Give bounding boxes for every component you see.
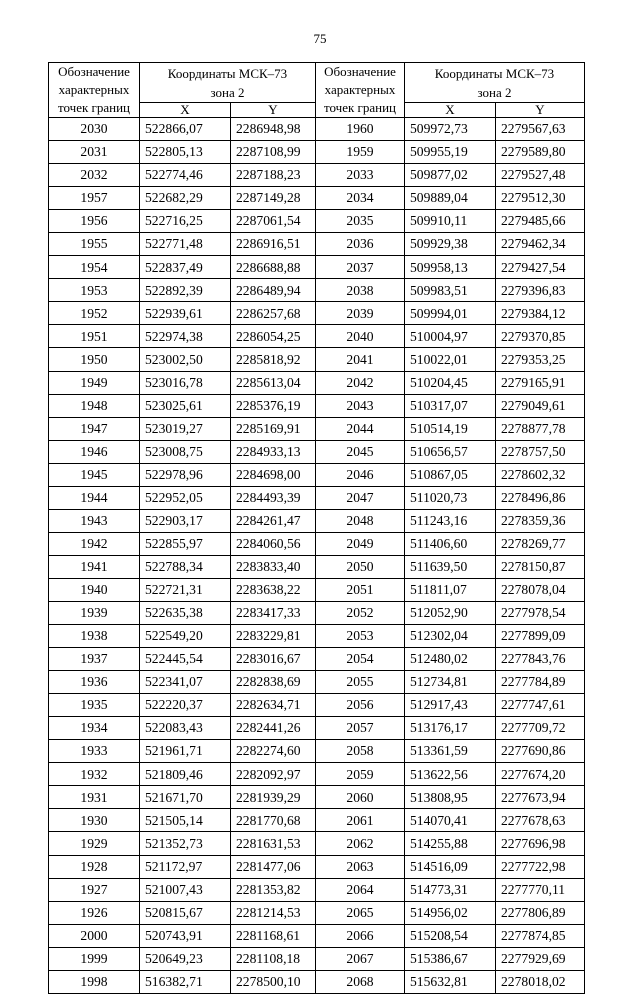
point-cell: 1999	[49, 947, 140, 970]
x-cell: 522805,13	[140, 141, 231, 164]
y-cell: 2278757,50	[496, 440, 585, 463]
y-cell: 2285818,92	[231, 348, 316, 371]
y-cell: 2287149,28	[231, 187, 316, 210]
x-cell: 520815,67	[140, 901, 231, 924]
point-cell: 1944	[49, 486, 140, 509]
y-cell: 2286054,25	[231, 325, 316, 348]
table-row	[49, 394, 585, 417]
y-cell: 2277674,20	[496, 763, 585, 786]
table-row	[49, 786, 585, 809]
table-row	[49, 233, 585, 256]
point-cell: 1937	[49, 648, 140, 671]
x-cell: 513622,56	[405, 763, 496, 786]
y-cell: 2281631,53	[231, 832, 316, 855]
x-cell: 515632,81	[405, 970, 496, 993]
point-cell: 1945	[49, 463, 140, 486]
x-cell: 523025,61	[140, 394, 231, 417]
y-cell: 2282634,71	[231, 694, 316, 717]
y-cell: 2282838,69	[231, 671, 316, 694]
x-cell: 522549,20	[140, 625, 231, 648]
y-cell: 2285169,91	[231, 417, 316, 440]
x-cell: 511020,73	[405, 486, 496, 509]
x-cell: 522771,48	[140, 233, 231, 256]
y-cell: 2279589,80	[496, 141, 585, 164]
y-cell: 2283229,81	[231, 625, 316, 648]
x-cell: 509958,13	[405, 256, 496, 279]
y-cell: 2282274,60	[231, 740, 316, 763]
x-cell: 511406,60	[405, 532, 496, 555]
y-cell: 2283417,33	[231, 601, 316, 624]
x-cell: 509972,73	[405, 118, 496, 141]
x-cell: 522445,54	[140, 648, 231, 671]
header-line: зона 2	[210, 84, 245, 100]
y-cell: 2283016,67	[231, 648, 316, 671]
point-cell: 1998	[49, 970, 140, 993]
x-cell: 520649,23	[140, 947, 231, 970]
y-cell: 2284261,47	[231, 509, 316, 532]
point-cell: 2040	[316, 325, 405, 348]
x-cell: 522635,38	[140, 601, 231, 624]
y-cell: 2281168,61	[231, 924, 316, 947]
x-cell: 510022,01	[405, 348, 496, 371]
y-cell: 2277690,86	[496, 740, 585, 763]
table-row	[49, 256, 585, 279]
header-line: характерных	[324, 82, 396, 97]
point-cell: 1940	[49, 578, 140, 601]
x-cell: 515386,67	[405, 947, 496, 970]
y-cell: 2281214,53	[231, 901, 316, 924]
y-cell: 2279427,54	[496, 256, 585, 279]
table-row	[49, 717, 585, 740]
point-cell: 1954	[49, 256, 140, 279]
point-cell: 1943	[49, 509, 140, 532]
point-cell: 2066	[316, 924, 405, 947]
table-row	[49, 486, 585, 509]
x-cell: 521007,43	[140, 878, 231, 901]
x-cell: 522788,34	[140, 555, 231, 578]
x-cell: 513361,59	[405, 740, 496, 763]
point-cell: 2046	[316, 463, 405, 486]
y-cell: 2286489,94	[231, 279, 316, 302]
y-cell: 2277696,98	[496, 832, 585, 855]
x-cell: 522903,17	[140, 509, 231, 532]
x-cell: 522837,49	[140, 256, 231, 279]
y-cell: 2279370,85	[496, 325, 585, 348]
y-cell: 2277929,69	[496, 947, 585, 970]
point-cell: 1947	[49, 417, 140, 440]
point-cell: 2037	[316, 256, 405, 279]
y-cell: 2278496,86	[496, 486, 585, 509]
x-column-header: X	[405, 103, 496, 118]
table-row	[49, 555, 585, 578]
table-row	[49, 694, 585, 717]
x-cell: 522716,25	[140, 210, 231, 233]
x-cell: 509929,38	[405, 233, 496, 256]
table-row	[49, 763, 585, 786]
table-row	[49, 141, 585, 164]
y-cell: 2277806,89	[496, 901, 585, 924]
header-line: Обозначение	[58, 64, 130, 79]
x-cell: 521809,46	[140, 763, 231, 786]
y-cell: 2281353,82	[231, 878, 316, 901]
y-cell: 2278150,87	[496, 555, 585, 578]
coordinate-system-header	[405, 63, 585, 103]
table-row	[49, 970, 585, 993]
point-label-header	[316, 63, 405, 118]
y-cell: 2277784,89	[496, 671, 585, 694]
y-cell: 2279353,25	[496, 348, 585, 371]
table-row	[49, 187, 585, 210]
x-cell: 522721,31	[140, 578, 231, 601]
x-column-header: X	[140, 103, 231, 118]
table-row	[49, 625, 585, 648]
table-row	[49, 855, 585, 878]
x-cell: 513176,17	[405, 717, 496, 740]
x-cell: 509955,19	[405, 141, 496, 164]
y-cell: 2285613,04	[231, 371, 316, 394]
y-cell: 2287188,23	[231, 164, 316, 187]
point-cell: 2030	[49, 118, 140, 141]
point-cell: 2049	[316, 532, 405, 555]
x-cell: 522952,05	[140, 486, 231, 509]
y-cell: 2278269,77	[496, 532, 585, 555]
y-column-header: Y	[496, 103, 585, 118]
page-number: 75	[313, 31, 327, 46]
y-cell: 2277874,85	[496, 924, 585, 947]
point-cell: 2059	[316, 763, 405, 786]
header-line: точек границ	[323, 100, 397, 115]
y-cell: 2283638,22	[231, 578, 316, 601]
point-cell: 1957	[49, 187, 140, 210]
y-cell: 2287061,54	[231, 210, 316, 233]
y-cell: 2281770,68	[231, 809, 316, 832]
x-cell: 513808,95	[405, 786, 496, 809]
y-cell: 2277770,11	[496, 878, 585, 901]
y-cell: 2284060,56	[231, 532, 316, 555]
x-cell: 521505,14	[140, 809, 231, 832]
table-row	[49, 532, 585, 555]
x-cell: 511243,16	[405, 509, 496, 532]
y-cell: 2278018,02	[496, 970, 585, 993]
table-row	[49, 509, 585, 532]
x-cell: 523019,27	[140, 417, 231, 440]
x-cell: 516382,71	[140, 970, 231, 993]
x-cell: 521352,73	[140, 832, 231, 855]
point-cell: 1928	[49, 855, 140, 878]
y-cell: 2277843,76	[496, 648, 585, 671]
y-cell: 2278877,78	[496, 417, 585, 440]
point-cell: 1960	[316, 118, 405, 141]
point-cell: 1932	[49, 763, 140, 786]
x-cell: 522892,39	[140, 279, 231, 302]
x-cell: 522220,37	[140, 694, 231, 717]
point-cell: 2033	[316, 164, 405, 187]
point-cell: 2031	[49, 141, 140, 164]
y-cell: 2279384,12	[496, 302, 585, 325]
point-cell: 1950	[49, 348, 140, 371]
point-cell: 1941	[49, 555, 140, 578]
point-cell: 1934	[49, 717, 140, 740]
point-cell: 2044	[316, 417, 405, 440]
x-cell: 509877,02	[405, 164, 496, 187]
y-cell: 2286916,51	[231, 233, 316, 256]
y-cell: 2286257,68	[231, 302, 316, 325]
point-cell: 1949	[49, 371, 140, 394]
point-cell: 2041	[316, 348, 405, 371]
y-cell: 2287108,99	[231, 141, 316, 164]
y-cell: 2279485,66	[496, 210, 585, 233]
point-cell: 2042	[316, 371, 405, 394]
point-cell: 2034	[316, 187, 405, 210]
y-cell: 2277722,98	[496, 855, 585, 878]
table-row	[49, 348, 585, 371]
x-cell: 512734,81	[405, 671, 496, 694]
point-cell: 2047	[316, 486, 405, 509]
y-cell: 2277899,09	[496, 625, 585, 648]
x-cell: 523016,78	[140, 371, 231, 394]
y-cell: 2278359,36	[496, 509, 585, 532]
y-cell: 2277978,54	[496, 601, 585, 624]
point-cell: 1939	[49, 601, 140, 624]
y-cell: 2279396,83	[496, 279, 585, 302]
x-cell: 510204,45	[405, 371, 496, 394]
table-row	[49, 671, 585, 694]
table-row	[49, 901, 585, 924]
coordinates-table	[48, 62, 585, 994]
point-cell: 2055	[316, 671, 405, 694]
header-line: характерных	[58, 82, 130, 97]
point-cell: 2051	[316, 578, 405, 601]
point-cell: 2064	[316, 878, 405, 901]
table-row	[49, 371, 585, 394]
y-cell: 2278078,04	[496, 578, 585, 601]
y-cell: 2279567,63	[496, 118, 585, 141]
y-cell: 2279049,61	[496, 394, 585, 417]
x-cell: 510317,07	[405, 394, 496, 417]
point-cell: 2036	[316, 233, 405, 256]
point-cell: 2062	[316, 832, 405, 855]
x-cell: 522978,96	[140, 463, 231, 486]
point-cell: 1956	[49, 210, 140, 233]
x-cell: 523008,75	[140, 440, 231, 463]
point-cell: 1935	[49, 694, 140, 717]
table-row	[49, 832, 585, 855]
point-cell: 1946	[49, 440, 140, 463]
table-row	[49, 302, 585, 325]
x-cell: 509910,11	[405, 210, 496, 233]
y-cell: 2282092,97	[231, 763, 316, 786]
y-cell: 2281939,29	[231, 786, 316, 809]
y-cell: 2281477,06	[231, 855, 316, 878]
x-cell: 521172,97	[140, 855, 231, 878]
point-cell: 2000	[49, 924, 140, 947]
point-cell: 2048	[316, 509, 405, 532]
x-cell: 520743,91	[140, 924, 231, 947]
y-cell: 2284493,39	[231, 486, 316, 509]
point-cell: 1955	[49, 233, 140, 256]
y-cell: 2286688,88	[231, 256, 316, 279]
y-cell: 2285376,19	[231, 394, 316, 417]
point-cell: 1959	[316, 141, 405, 164]
y-cell: 2279462,34	[496, 233, 585, 256]
x-cell: 510514,19	[405, 417, 496, 440]
point-cell: 2056	[316, 694, 405, 717]
y-cell: 2278602,32	[496, 463, 585, 486]
point-cell: 1929	[49, 832, 140, 855]
table-row	[49, 164, 585, 187]
table-row	[49, 463, 585, 486]
coordinate-system-header	[140, 63, 316, 103]
point-cell: 2058	[316, 740, 405, 763]
point-cell: 2032	[49, 164, 140, 187]
table-row	[49, 648, 585, 671]
x-cell: 509983,51	[405, 279, 496, 302]
x-cell: 512480,02	[405, 648, 496, 671]
x-cell: 512302,04	[405, 625, 496, 648]
x-cell: 522341,07	[140, 671, 231, 694]
table-row	[49, 924, 585, 947]
y-cell: 2277678,63	[496, 809, 585, 832]
x-cell: 514255,88	[405, 832, 496, 855]
table-row	[49, 878, 585, 901]
table-row	[49, 809, 585, 832]
point-cell: 1953	[49, 279, 140, 302]
y-cell: 2277747,61	[496, 694, 585, 717]
x-cell: 522682,29	[140, 187, 231, 210]
point-cell: 2065	[316, 901, 405, 924]
table-row	[49, 118, 585, 141]
point-cell: 1930	[49, 809, 140, 832]
y-cell: 2286948,98	[231, 118, 316, 141]
x-cell: 514516,09	[405, 855, 496, 878]
point-cell: 2061	[316, 809, 405, 832]
x-cell: 514773,31	[405, 878, 496, 901]
header-line: точек границ	[57, 100, 131, 115]
x-cell: 522855,97	[140, 532, 231, 555]
header-line: зона 2	[477, 84, 512, 100]
x-cell: 510867,05	[405, 463, 496, 486]
point-cell: 2035	[316, 210, 405, 233]
table-row	[49, 325, 585, 348]
y-cell: 2277673,94	[496, 786, 585, 809]
x-cell: 512917,43	[405, 694, 496, 717]
point-cell: 1933	[49, 740, 140, 763]
y-cell: 2284698,00	[231, 463, 316, 486]
y-column-header: Y	[231, 103, 316, 118]
point-cell: 2063	[316, 855, 405, 878]
point-label-header	[49, 63, 140, 118]
point-cell: 2067	[316, 947, 405, 970]
x-cell: 514956,02	[405, 901, 496, 924]
point-cell: 2039	[316, 302, 405, 325]
x-cell: 509889,04	[405, 187, 496, 210]
point-cell: 2043	[316, 394, 405, 417]
x-cell: 522083,43	[140, 717, 231, 740]
point-cell: 1936	[49, 671, 140, 694]
y-cell: 2281108,18	[231, 947, 316, 970]
y-cell: 2278500,10	[231, 970, 316, 993]
point-cell: 1952	[49, 302, 140, 325]
table-row	[49, 417, 585, 440]
point-cell: 2060	[316, 786, 405, 809]
header-line: Координаты МСК–73	[167, 65, 288, 81]
point-cell: 1942	[49, 532, 140, 555]
x-cell: 521671,70	[140, 786, 231, 809]
y-cell: 2282441,26	[231, 717, 316, 740]
table-row	[49, 947, 585, 970]
point-cell: 1938	[49, 625, 140, 648]
x-cell: 522939,61	[140, 302, 231, 325]
x-cell: 521961,71	[140, 740, 231, 763]
header-line: Координаты МСК–73	[434, 65, 555, 81]
point-cell: 1927	[49, 878, 140, 901]
y-cell: 2277709,72	[496, 717, 585, 740]
y-cell: 2279512,30	[496, 187, 585, 210]
x-cell: 510656,57	[405, 440, 496, 463]
x-cell: 514070,41	[405, 809, 496, 832]
x-cell: 522974,38	[140, 325, 231, 348]
table-row	[49, 440, 585, 463]
point-cell: 2068	[316, 970, 405, 993]
y-cell: 2284933,13	[231, 440, 316, 463]
x-cell: 522774,46	[140, 164, 231, 187]
x-cell: 512052,90	[405, 601, 496, 624]
point-cell: 1931	[49, 786, 140, 809]
point-cell: 1926	[49, 901, 140, 924]
point-cell: 1948	[49, 394, 140, 417]
y-cell: 2279165,91	[496, 371, 585, 394]
y-cell: 2283833,40	[231, 555, 316, 578]
point-cell: 2052	[316, 601, 405, 624]
x-cell: 510004,97	[405, 325, 496, 348]
x-cell: 515208,54	[405, 924, 496, 947]
x-cell: 523002,50	[140, 348, 231, 371]
point-cell: 2057	[316, 717, 405, 740]
x-cell: 511639,50	[405, 555, 496, 578]
x-cell: 522866,07	[140, 118, 231, 141]
table-row	[49, 210, 585, 233]
point-cell: 1951	[49, 325, 140, 348]
table-row	[49, 578, 585, 601]
table-row	[49, 601, 585, 624]
y-cell: 2279527,48	[496, 164, 585, 187]
x-cell: 509994,01	[405, 302, 496, 325]
point-cell: 2053	[316, 625, 405, 648]
point-cell: 2038	[316, 279, 405, 302]
point-cell: 2050	[316, 555, 405, 578]
point-cell: 2045	[316, 440, 405, 463]
x-cell: 511811,07	[405, 578, 496, 601]
table-row	[49, 740, 585, 763]
point-cell: 2054	[316, 648, 405, 671]
table-row	[49, 279, 585, 302]
table-body	[49, 118, 585, 994]
header-line: Обозначение	[324, 64, 396, 79]
